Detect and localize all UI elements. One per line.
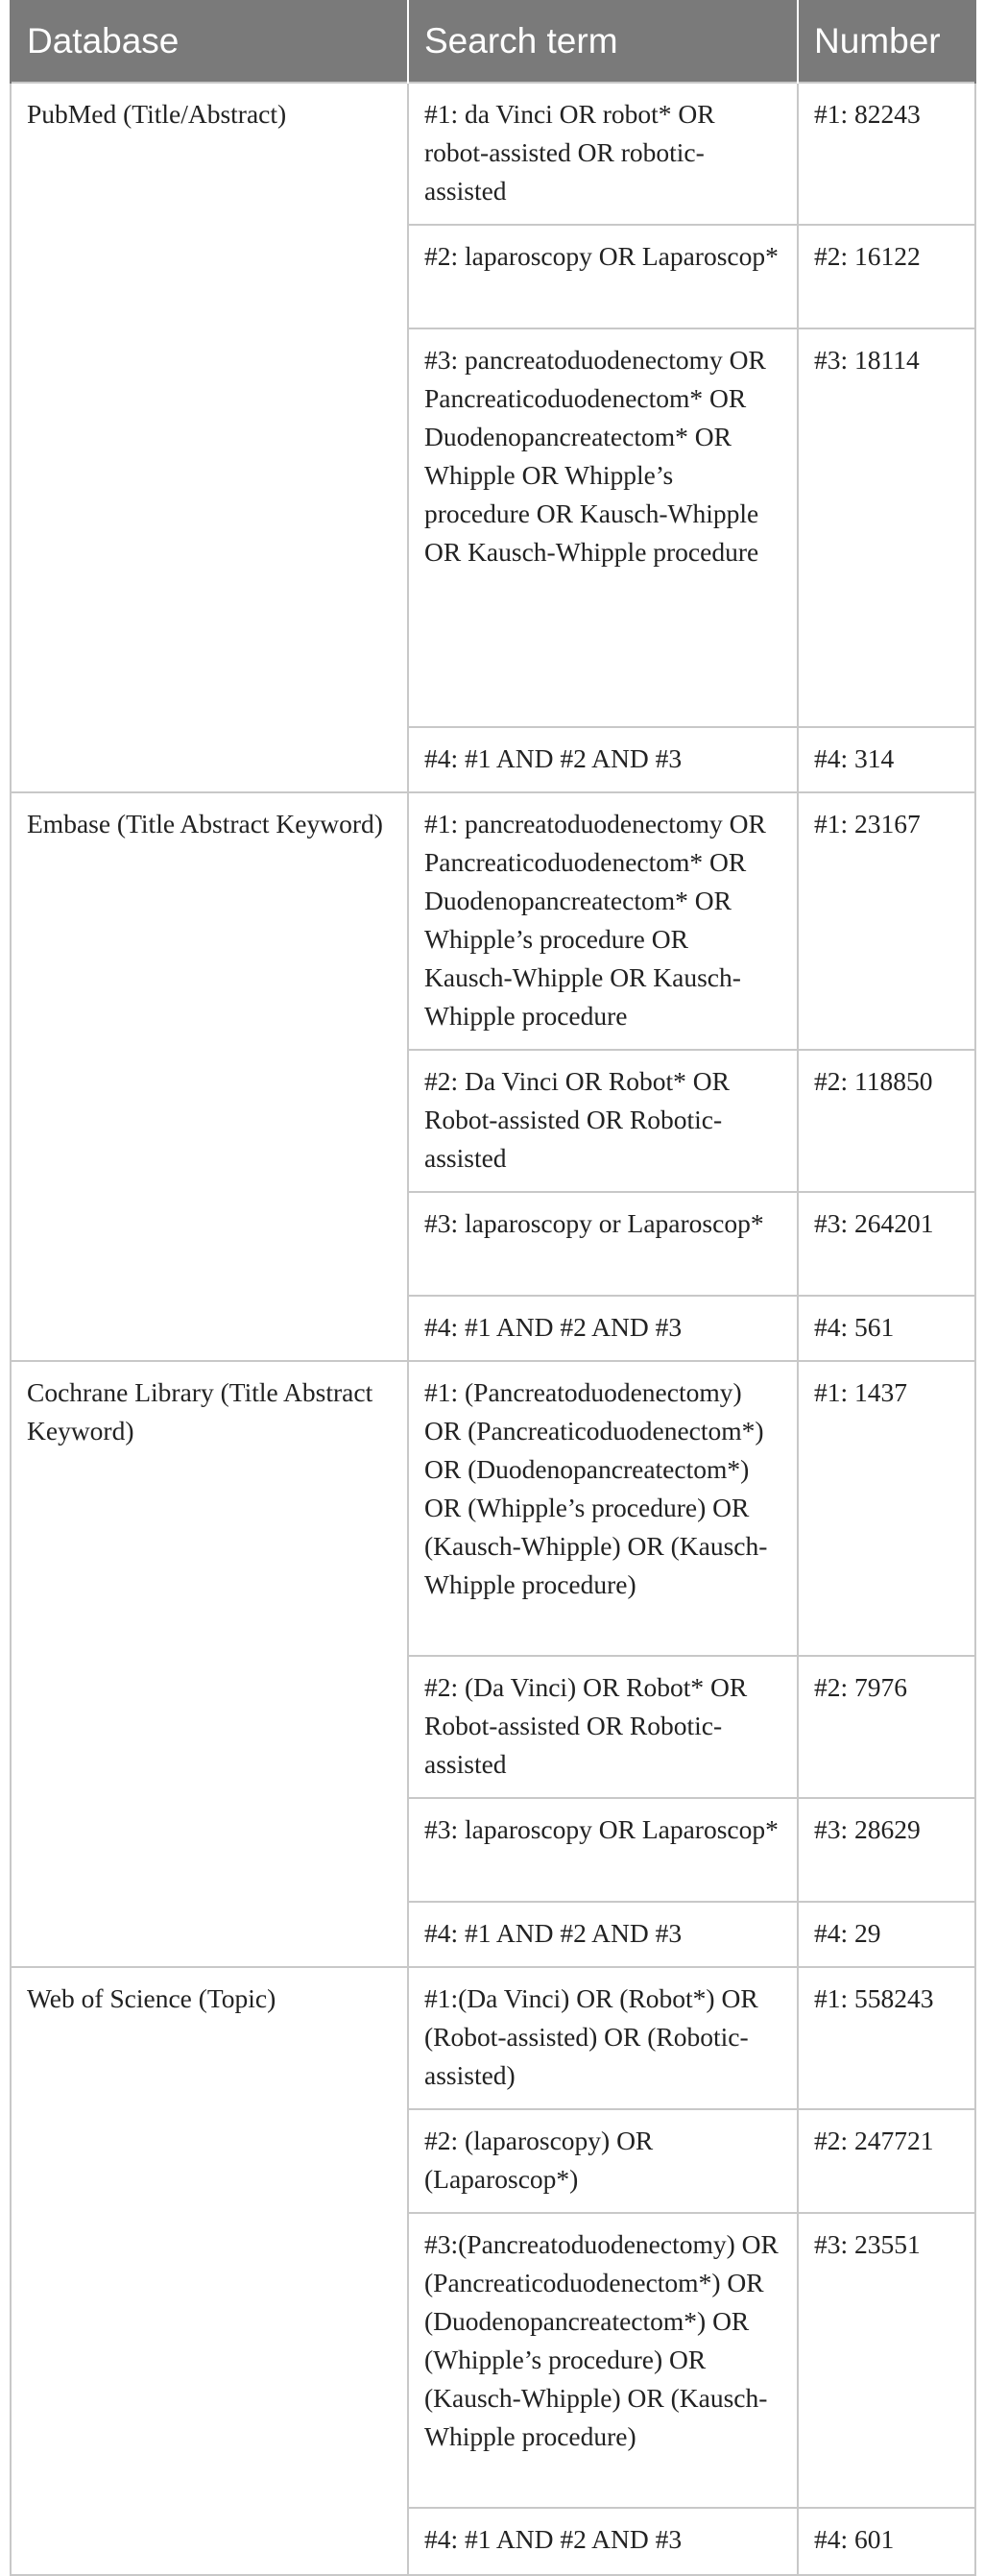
number-cell: #3: 264201 — [798, 1192, 975, 1296]
search-term-cell: #3: laparoscopy OR Laparoscop* — [408, 1798, 798, 1902]
search-term-cell: #2: Da Vinci OR Robot* OR Robot-assisted OR Robotic-assisted — [408, 1050, 798, 1192]
number-cell: #4: 561 — [798, 1296, 975, 1361]
search-term-cell: #4: #1 AND #2 AND #3 — [408, 2508, 798, 2575]
database-cell-cochrane: Cochrane Library (Title Abstract Keyword) — [11, 1361, 408, 1967]
database-cell-pubmed: PubMed (Title/Abstract) — [11, 83, 408, 792]
search-strategy-table-container — [10, 0, 974, 2576]
search-term-cell: #2: laparoscopy OR Laparoscop* — [408, 225, 798, 328]
number-cell: #4: 601 — [798, 2508, 975, 2575]
table-row — [11, 1361, 975, 1656]
column-header-search-term: Search term — [408, 0, 798, 83]
number-cell: #2: 16122 — [798, 225, 975, 328]
number-cell: #4: 29 — [798, 1902, 975, 1967]
search-term-cell: #4: #1 AND #2 AND #3 — [408, 1296, 798, 1361]
number-cell: #1: 82243 — [798, 83, 975, 225]
column-header-database: Database — [11, 0, 408, 83]
header-row — [11, 0, 975, 83]
database-cell-web-of-science: Web of Science (Topic) — [11, 1967, 408, 2575]
number-cell: #3: 23551 — [798, 2213, 975, 2508]
number-cell: #2: 247721 — [798, 2109, 975, 2213]
search-term-cell: #2: (laparoscopy) OR (Laparoscop*) — [408, 2109, 798, 2213]
number-cell: #4: 314 — [798, 727, 975, 792]
table-row — [11, 792, 975, 1050]
table-row — [11, 83, 975, 225]
number-cell: #1: 23167 — [798, 792, 975, 1050]
number-cell: #2: 118850 — [798, 1050, 975, 1192]
number-cell: #3: 18114 — [798, 328, 975, 727]
search-term-cell: #1: pancreatoduodenectomy OR Pancreaticoduodenectom* OR Duodenopancreatectom* OR Whipple’s procedure OR Kausch-Whipple OR Kausch-Whipple procedure — [408, 792, 798, 1050]
table-row — [11, 1967, 975, 2109]
column-header-number: Number — [798, 0, 975, 83]
number-cell: #2: 7976 — [798, 1656, 975, 1798]
number-cell: #3: 28629 — [798, 1798, 975, 1902]
search-term-cell: #1: da Vinci OR robot* OR robot-assisted OR robotic-assisted — [408, 83, 798, 225]
number-cell: #1: 558243 — [798, 1967, 975, 2109]
search-term-cell: #4: #1 AND #2 AND #3 — [408, 727, 798, 792]
search-term-cell: #3: pancreatoduodenectomy OR Pancreaticoduodenectom* OR Duodenopancreatectom* OR Whipple OR Whipple’s procedure OR Kausch-Whipple OR Kausch-Whipple procedure — [408, 328, 798, 727]
search-term-cell: #3: laparoscopy or Laparoscop* — [408, 1192, 798, 1296]
database-cell-embase: Embase (Title Abstract Keyword) — [11, 792, 408, 1361]
search-strategy-table — [10, 0, 976, 2576]
search-term-cell: #4: #1 AND #2 AND #3 — [408, 1902, 798, 1967]
search-term-cell: #1:(Da Vinci) OR (Robot*) OR (Robot-assisted) OR (Robotic-assisted) — [408, 1967, 798, 2109]
search-term-cell: #3:(Pancreatoduodenectomy) OR (Pancreaticoduodenectom*) OR (Duodenopancreatectom*) OR (Whipple’s procedure) OR (Kausch-Whipple) OR (Kausch-Whipple procedure) — [408, 2213, 798, 2508]
number-cell: #1: 1437 — [798, 1361, 975, 1656]
search-term-cell: #2: (Da Vinci) OR Robot* OR Robot-assisted OR Robotic-assisted — [408, 1656, 798, 1798]
search-term-cell: #1: (Pancreatoduodenectomy) OR (Pancreaticoduodenectom*) OR (Duodenopancreatectom*) OR (Whipple’s procedure) OR (Kausch-Whipple) OR (Kausch-Whipple procedure) — [408, 1361, 798, 1656]
